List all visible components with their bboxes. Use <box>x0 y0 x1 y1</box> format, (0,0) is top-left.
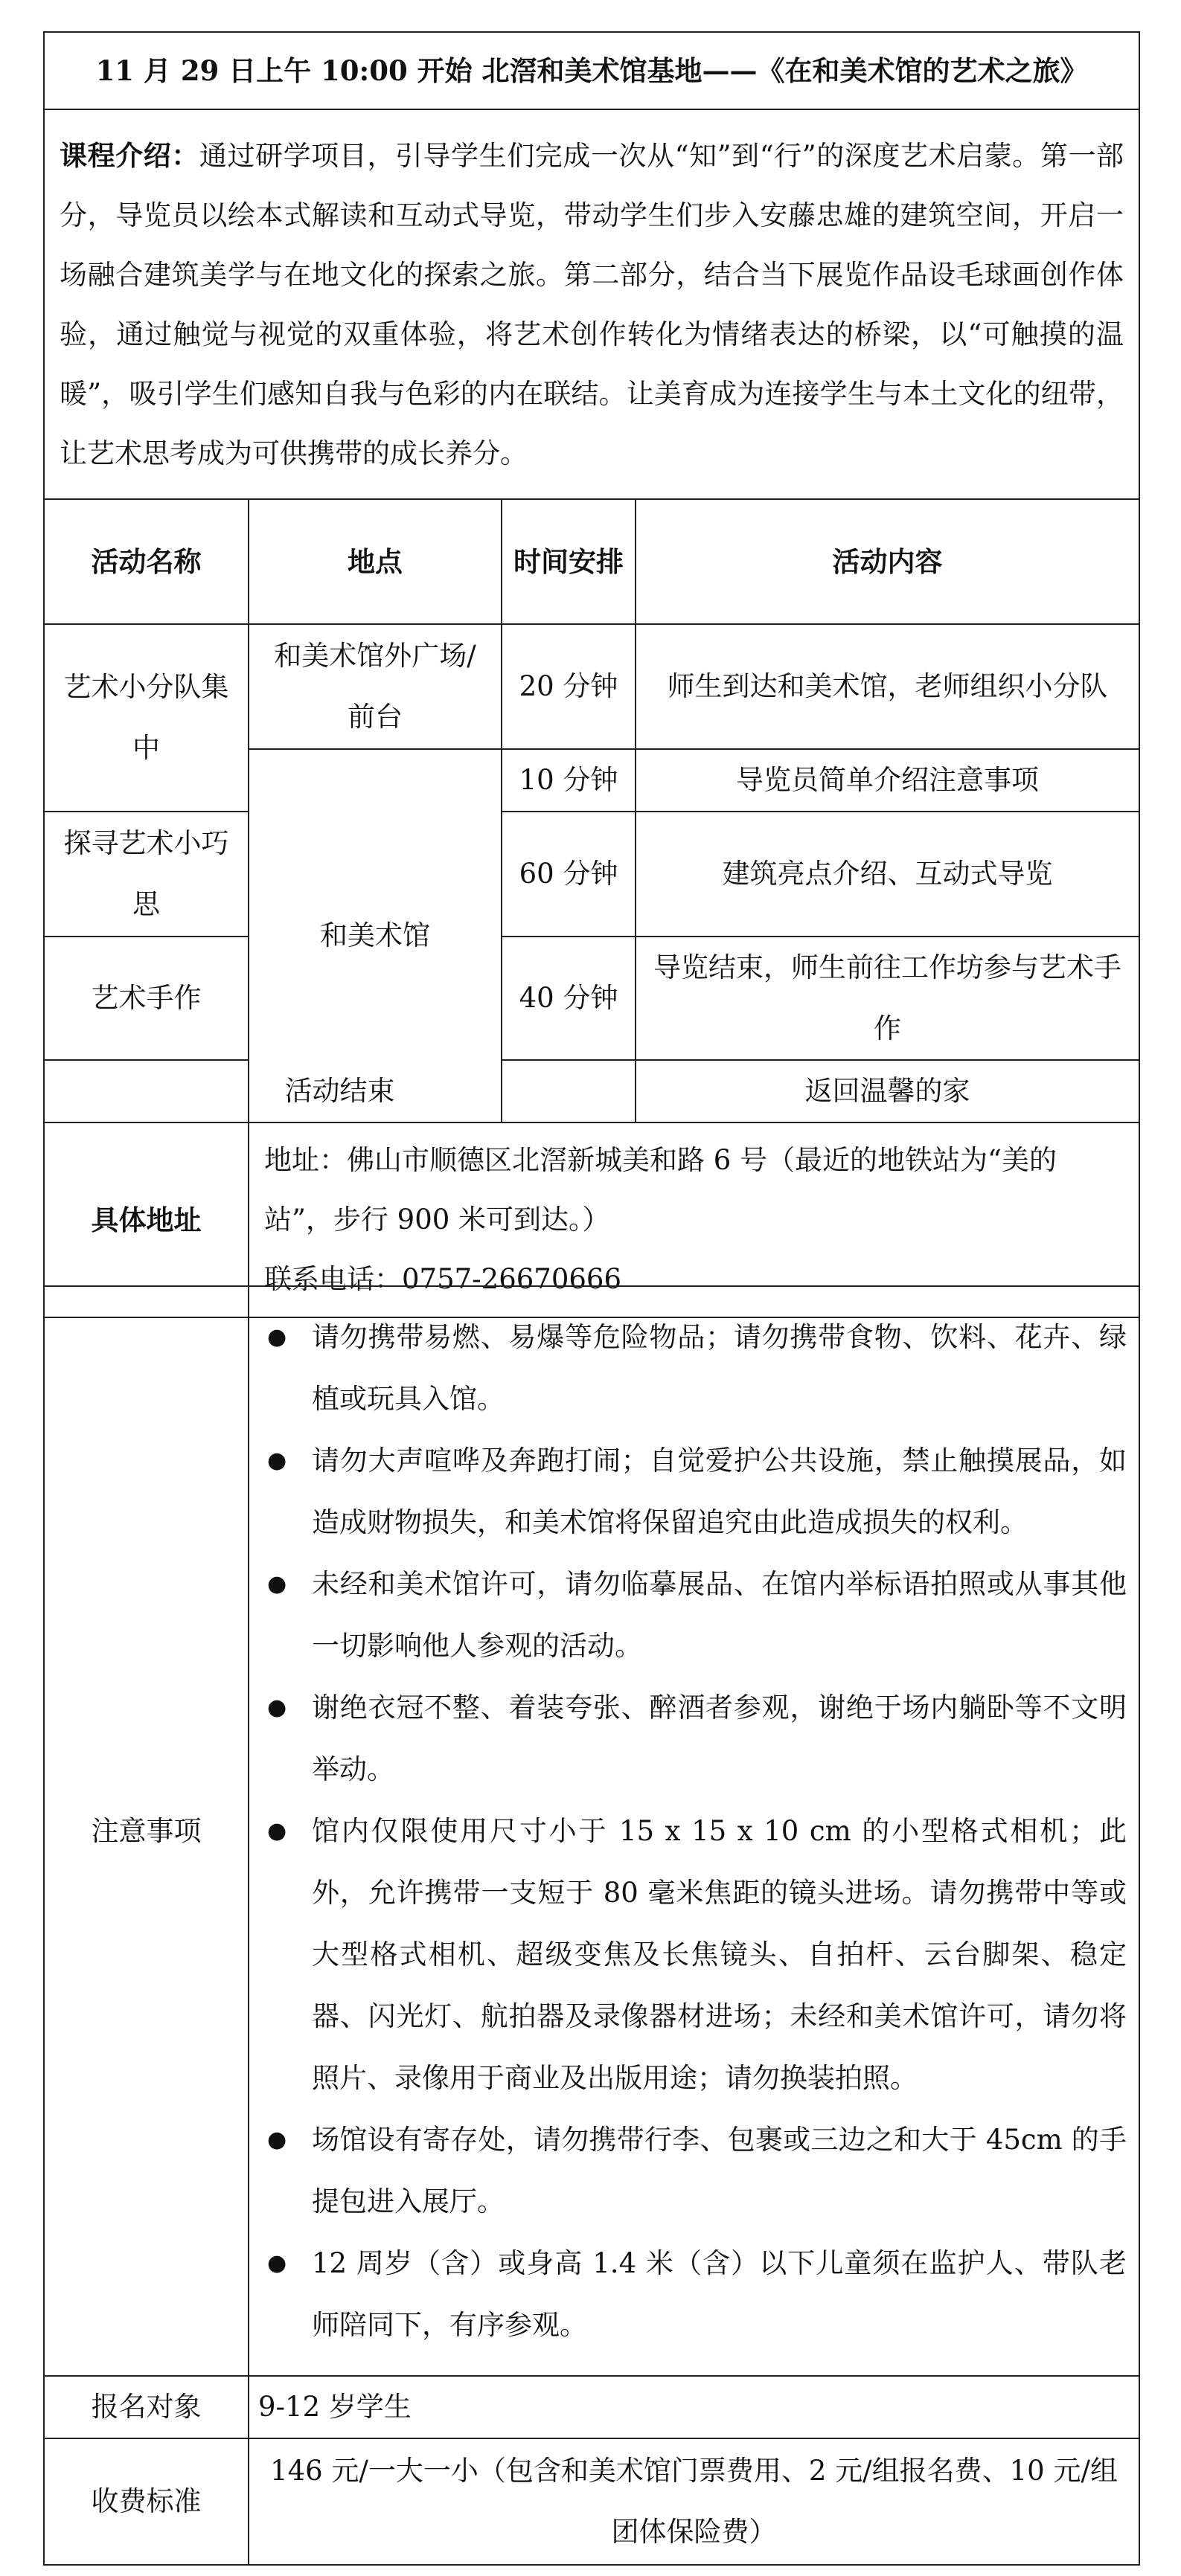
header-time: 时间安排 <box>502 499 636 624</box>
list-item: ● 谢绝衣冠不整、着装夸张、醉酒者参观，谢绝于场内躺卧等不文明举动。 <box>261 1677 1127 1800</box>
activity-end-content: 返回温馨的家 <box>636 1060 1139 1122</box>
content-workshop: 导览结束，师生前往工作坊参与艺术手作 <box>636 937 1139 1060</box>
location-plaza: 和美术馆外广场/前台 <box>249 624 502 749</box>
time-10min: 10 分钟 <box>502 749 636 812</box>
list-item: ● 请勿携带易燃、易爆等危险物品；请勿携带食物、饮料、花卉、绿植或玩具入馆。 <box>261 1306 1127 1430</box>
activity-name-craft: 艺术手作 <box>44 937 249 1060</box>
list-item: ● 场馆设有寄存处，请勿携带行李、包裹或三边之和大于 45cm 的手提包进入展厅。 <box>261 2109 1127 2232</box>
bullet-icon: ● <box>267 1448 287 1474</box>
intro-text: 通过研学项目，引导学生们完成一次从“知”到“行”的深度艺术启蒙。第一部分，导览员以绘本式解读和互动式导览，带动学生们步入安藤忠雄的建筑空间，开启一场融合建筑美学与在地文化的探索之旅。第二部分，结合当下展览作品设毛球画创作体验，通过触觉与视觉的双重体验，将艺术创作转化为情绪表达的桥梁，以“可触摸的温暖”，吸引学生们感知自我与色彩的内在联结。让美育成为连接学生与本土文化的纽带，让艺术思考成为可供携带的成长养分。 <box>60 139 1124 469</box>
activity-name-gather: 艺术小分队集中 <box>44 624 249 812</box>
activity-table <box>43 31 1140 1318</box>
bullet-icon: ● <box>267 2250 287 2276</box>
signup-label: 报名对象 <box>44 2376 249 2438</box>
header-location: 地点 <box>249 499 502 624</box>
content-notice: 导览员简单介绍注意事项 <box>636 749 1139 812</box>
bullet-icon: ● <box>267 1818 287 1844</box>
location-museum: 和美术馆 <box>249 749 502 1122</box>
phone-text: 联系电话：0757-26670666 <box>264 1263 621 1295</box>
header-activity-name: 活动名称 <box>44 499 249 624</box>
time-60min: 60 分钟 <box>502 812 636 937</box>
fee-label: 收费标准 <box>44 2438 249 2565</box>
intro-label: 课程介绍： <box>60 138 199 172</box>
notes-cell <box>249 1286 1139 2376</box>
list-item: ● 12 周岁（含）或身高 1.4 米（含）以下儿童须在监护人、带队老师陪同下，有序参观。 <box>261 2232 1127 2356</box>
list-item: ● 馆内仅限使用尺寸小于 15 x 15 x 10 cm 的小型格式相机；此外，允许携带一支短于 80 毫米焦距的镜头进场。请勿携带中等或大型格式相机、超级变焦及长焦镜头、自拍杆、云台脚架、稳定器、闪光灯、航拍器及录像器材进场；未经和美术馆许可，请勿将照片、录像用于商业及出版用途；请勿换装拍照。 <box>261 1800 1127 2109</box>
list-item: ● 请勿大声喧哗及奔跑打闹；自觉爱护公共设施，禁止触摸展品，如造成财物损失，和美术馆将保留追究由此造成损失的权利。 <box>261 1430 1127 1553</box>
signup-value: 9-12 岁学生 <box>249 2376 1139 2438</box>
header-content: 活动内容 <box>636 499 1139 624</box>
activity-end-label: 活动结束 <box>44 1060 636 1122</box>
fee-value: 146 元/一大一小（包含和美术馆门票费用、2 元/组报名费、10 元/组团体保险费） <box>249 2438 1139 2565</box>
bullet-icon: ● <box>267 1571 287 1597</box>
bullet-icon: ● <box>267 1695 287 1721</box>
list-item: ● 未经和美术馆许可，请勿临摹展品、在馆内举标语拍照或从事其他一切影响他人参观的活动。 <box>261 1553 1127 1677</box>
time-40min: 40 分钟 <box>502 937 636 1060</box>
page-title: 11 月 29 日上午 10:00 开始 北滘和美术馆基地——《在和美术馆的艺术之旅》 <box>44 32 1139 109</box>
course-intro <box>44 109 1139 499</box>
address-label: 具体地址 <box>44 1122 249 1317</box>
bullet-icon: ● <box>267 1324 287 1350</box>
notes-label: 注意事项 <box>44 1286 249 2376</box>
content-arrive: 师生到达和美术馆，老师组织小分队 <box>636 624 1139 749</box>
notes-list <box>261 1306 1127 2356</box>
time-20min: 20 分钟 <box>502 624 636 749</box>
content-guide: 建筑亮点介绍、互动式导览 <box>636 812 1139 937</box>
bullet-icon: ● <box>267 2127 287 2153</box>
activity-name-explore: 探寻艺术小巧思 <box>44 812 249 937</box>
address-text: 地址：佛山市顺德区北滘新城美和路 6 号（最近的地铁站为“美的站”，步行 900 米可到达。） <box>264 1144 1057 1236</box>
notes-table <box>43 1285 1140 2566</box>
